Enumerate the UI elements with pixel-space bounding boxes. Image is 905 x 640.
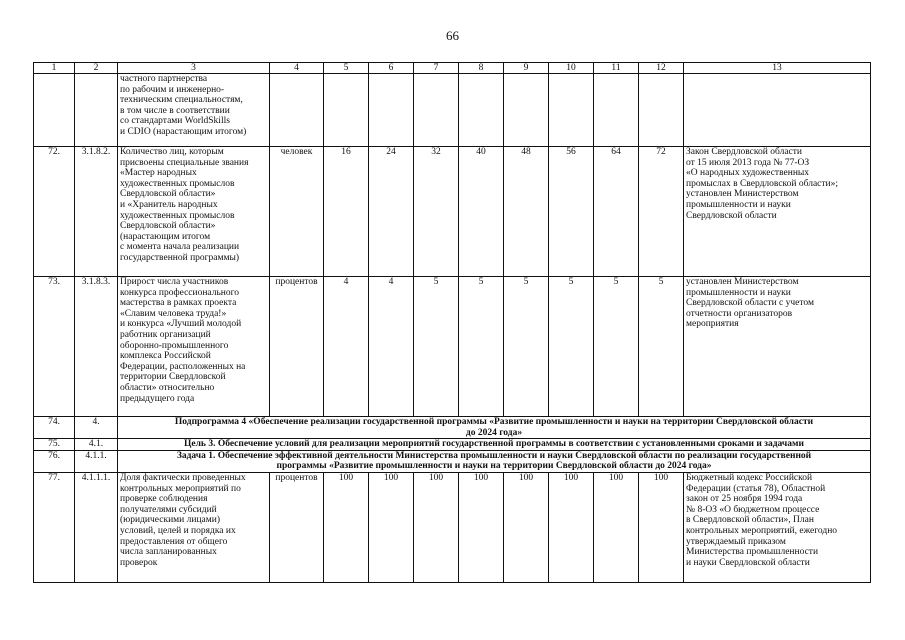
year-value-cell: 100 [504,472,549,582]
column-header: 5 [324,63,369,74]
table-row [34,277,871,417]
column-number-row [34,63,871,74]
unit-cell: человек [270,147,324,277]
column-header: 11 [594,63,639,74]
year-value-cell [594,74,639,147]
page-number: 66 [446,28,459,43]
indicator-code-cell: 4.1. [75,439,118,451]
section-title-cell: Задача 1. Обеспечение эффективной деятельности Министерства промышленности и науки Свердловской области по реализации государственной программы «Развитие промышленности и науки на территории Свердловской области до 2024 года» [118,450,871,472]
row-number-cell: 74. [34,417,75,439]
indicator-name-cell: Прирост числа участников конкурса профессионального мастерства в рамках проекта «Славим человека труда!» и конкурса «Лучший молодой работник организаций оборонно-промышленного комплекса Российской Федерации, расположенных на территории Свердловской области» относительно предыдущего года [118,277,270,417]
indicator-code-cell: 3.1.8.3. [75,277,118,417]
year-value-cell: 100 [639,472,684,582]
table-row [34,472,871,582]
row-number-cell: 75. [34,439,75,451]
table-body [34,63,871,583]
section-title-cell: Подпрограмма 4 «Обеспечение реализации государственной программы «Развитие промышленности и науки на территории Свердловской области до 2024 года» [118,417,871,439]
year-value-cell: 5 [459,277,504,417]
section-title-cell: Цель 3. Обеспечение условий для реализации мероприятий государственной программы в соответствии с установленными сроками и задачами [118,439,871,451]
year-value-cell: 24 [369,147,414,277]
year-value-cell: 5 [594,277,639,417]
year-value-cell: 64 [594,147,639,277]
indicator-name-cell: Количество лиц, которым присвоены специальные звания «Мастер народных художественных промыслов Свердловской области» и «Хранитель народных художественных промыслов Свердловской области» (нарастающим итогом с момента начала реализации государственной программы) [118,147,270,277]
table-row [34,450,871,472]
row-number-cell: 76. [34,450,75,472]
year-value-cell: 5 [414,277,459,417]
year-value-cell: 32 [414,147,459,277]
source-cell: Закон Свердловской области от 15 июля 2013 года № 77-ОЗ «О народных художественных промыслах в Свердловской области»; установлен Министерством промышленности и науки Свердловской области [684,147,871,277]
indicator-code-cell [75,74,118,147]
source-cell: установлен Министерством промышленности и науки Свердловской области с учетом отчетности организаторов мероприятия [684,277,871,417]
year-value-cell [414,74,459,147]
row-number-cell: 72. [34,147,75,277]
column-header: 6 [369,63,414,74]
indicators-table [33,62,871,583]
year-value-cell: 100 [369,472,414,582]
source-cell [684,74,871,147]
indicator-code-cell: 4.1.1.1. [75,472,118,582]
indicator-code-cell: 3.1.8.2. [75,147,118,277]
indicator-code-cell: 4. [75,417,118,439]
table-row [34,417,871,439]
year-value-cell [324,74,369,147]
year-value-cell: 16 [324,147,369,277]
year-value-cell [639,74,684,147]
row-number-cell: 73. [34,277,75,417]
year-value-cell [369,74,414,147]
unit-cell [270,74,324,147]
year-value-cell: 5 [504,277,549,417]
year-value-cell: 48 [504,147,549,277]
year-value-cell: 72 [639,147,684,277]
year-value-cell: 4 [369,277,414,417]
year-value-cell [459,74,504,147]
column-header: 10 [549,63,594,74]
indicator-name-cell: Доля фактически проведенных контрольных мероприятий по проверке соблюдения получателями субсидий (юридическими лицами) условий, целей и порядка их предоставления от общего числа запланированных проверок [118,472,270,582]
column-header: 7 [414,63,459,74]
indicator-code-cell: 4.1.1. [75,450,118,472]
column-header: 12 [639,63,684,74]
table-row [34,74,871,147]
unit-cell: процентов [270,277,324,417]
source-cell: Бюджетный кодекс Российской Федерации (статья 78), Областной закон от 25 ноября 1994 года № 8-ОЗ «О бюджетном процессе в Свердловской области», План контрольных мероприятий, ежегодно утверждаемый приказом Министерства промышленности и науки Свердловской области [684,472,871,582]
indicator-name-cell: частного партнерства по рабочим и инженерно- техническим специальностям, в том числе в соответствии со стандартами WorldSkills и CDIO (нарастающим итогом) [118,74,270,147]
year-value-cell: 100 [324,472,369,582]
year-value-cell [549,74,594,147]
column-header: 2 [75,63,118,74]
table-row [34,439,871,451]
column-header: 1 [34,63,75,74]
year-value-cell [504,74,549,147]
column-header: 4 [270,63,324,74]
row-number-cell [34,74,75,147]
year-value-cell: 100 [594,472,639,582]
year-value-cell: 5 [549,277,594,417]
year-value-cell: 56 [549,147,594,277]
year-value-cell: 40 [459,147,504,277]
year-value-cell: 5 [639,277,684,417]
unit-cell: процентов [270,472,324,582]
column-header: 9 [504,63,549,74]
year-value-cell: 100 [414,472,459,582]
column-header: 3 [118,63,270,74]
column-header: 13 [684,63,871,74]
row-number-cell: 77. [34,472,75,582]
table-row [34,147,871,277]
year-value-cell: 4 [324,277,369,417]
column-header: 8 [459,63,504,74]
year-value-cell: 100 [459,472,504,582]
year-value-cell: 100 [549,472,594,582]
